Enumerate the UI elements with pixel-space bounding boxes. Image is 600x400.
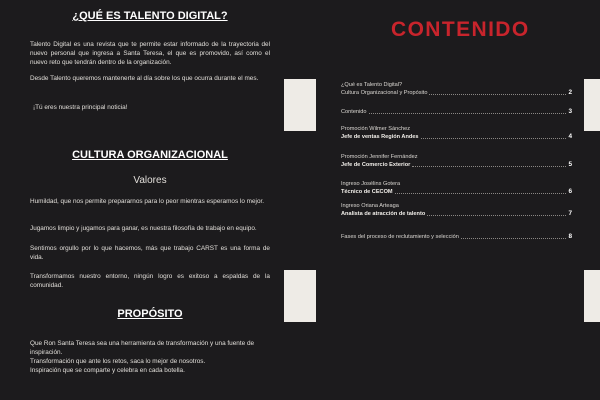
- value-item: Transformamos nuestro entorno, ningún logro es exitoso a espaldas de la comunidad.: [30, 273, 270, 290]
- toc-subtitle: Promoción Wilmer Sánchez: [341, 126, 411, 132]
- values-title: Valores: [133, 175, 167, 186]
- purpose-line: Que Ron Santa Teresa sea una herramienta de transformación y una fuente de inspiración.: [30, 340, 255, 357]
- toc-entry[interactable]: [341, 180, 572, 196]
- toc-page-number: 7: [568, 210, 572, 217]
- toc-entry[interactable]: [341, 233, 572, 241]
- toc-label: Fases del proceso de reclutamiento y selección: [341, 234, 459, 240]
- intro-paragraph: Talento Digital es una revista que te permite estar informado de la trayectoria del nuevo personal que ingresa a Santa Teresa, el que es promovido, así como el nuevo reto que tendrán dentro de la organización.: [30, 41, 270, 67]
- contents-title: CONTENIDO: [391, 18, 530, 41]
- toc-label: Técnico de CECOM: [341, 189, 393, 195]
- page-edge-tab: [284, 270, 300, 322]
- toc-page-number: 8: [568, 233, 572, 240]
- purpose-line: Transformación que ante los retos, saca lo mejor de nosotros.: [30, 358, 206, 365]
- value-item: Sentimos orgullo por lo que hacemos, más que trabajo CARST es una forma de vida.: [30, 245, 270, 262]
- toc-label: Jefe de ventas Región Andes: [341, 134, 419, 140]
- toc-label: Analista de atracción de talento: [341, 211, 426, 217]
- toc-label: Cultura Organizacional y Propósito: [341, 90, 428, 96]
- toc-subtitle: Ingreso Oriana Arteaga: [341, 203, 399, 209]
- toc-page-number: 5: [568, 161, 572, 168]
- purpose-line: Inspiración que se comparte y celebra en cada botella.: [30, 367, 185, 374]
- page-edge-tab: [284, 79, 300, 131]
- toc-entry[interactable]: [341, 153, 572, 169]
- toc-subtitle: Ingreso Josélins Gotera: [341, 181, 401, 187]
- heading-proposito: PROPÓSITO: [117, 308, 183, 320]
- toc-subtitle: ¿Qué es Talento Digital?: [341, 82, 403, 88]
- page-edge-tab: [300, 79, 316, 131]
- toc-label: Contenido: [341, 109, 367, 115]
- toc-entry[interactable]: [341, 108, 572, 116]
- toc-page-number: 4: [568, 133, 572, 140]
- value-item: Humildad, que nos permite prepararnos para lo peor mientras esperamos lo mejor.: [30, 198, 265, 205]
- toc-label: Jefe de Comercio Exterior: [341, 162, 411, 168]
- value-item: Jugamos limpio y jugamos para ganar, es nuestra filosofía de trabajo en equipo.: [30, 225, 257, 232]
- right-page: [300, 0, 600, 400]
- page-edge-tab: [300, 270, 316, 322]
- update-paragraph: Desde Talento queremos mantenerte al día sobre los que ocurra durante el mes.: [30, 75, 259, 82]
- toc-entry[interactable]: [341, 81, 572, 97]
- toc-subtitle: Promoción Jennifer Fernández: [341, 154, 418, 160]
- page-edge-tab: [584, 79, 600, 131]
- toc-page-number: 2: [568, 89, 572, 96]
- toc-entry[interactable]: [341, 202, 572, 218]
- highlight-paragraph: ¡Tú eres nuestra principal noticia!: [33, 104, 128, 111]
- page-edge-tab: [584, 270, 600, 322]
- heading-cultura: CULTURA ORGANIZACIONAL: [72, 149, 228, 161]
- heading-que-es: ¿QUÉ ES TALENTO DIGITAL?: [72, 10, 228, 22]
- toc-entry[interactable]: [341, 125, 572, 141]
- toc-page-number: 6: [568, 188, 572, 195]
- toc-page-number: 3: [568, 108, 572, 115]
